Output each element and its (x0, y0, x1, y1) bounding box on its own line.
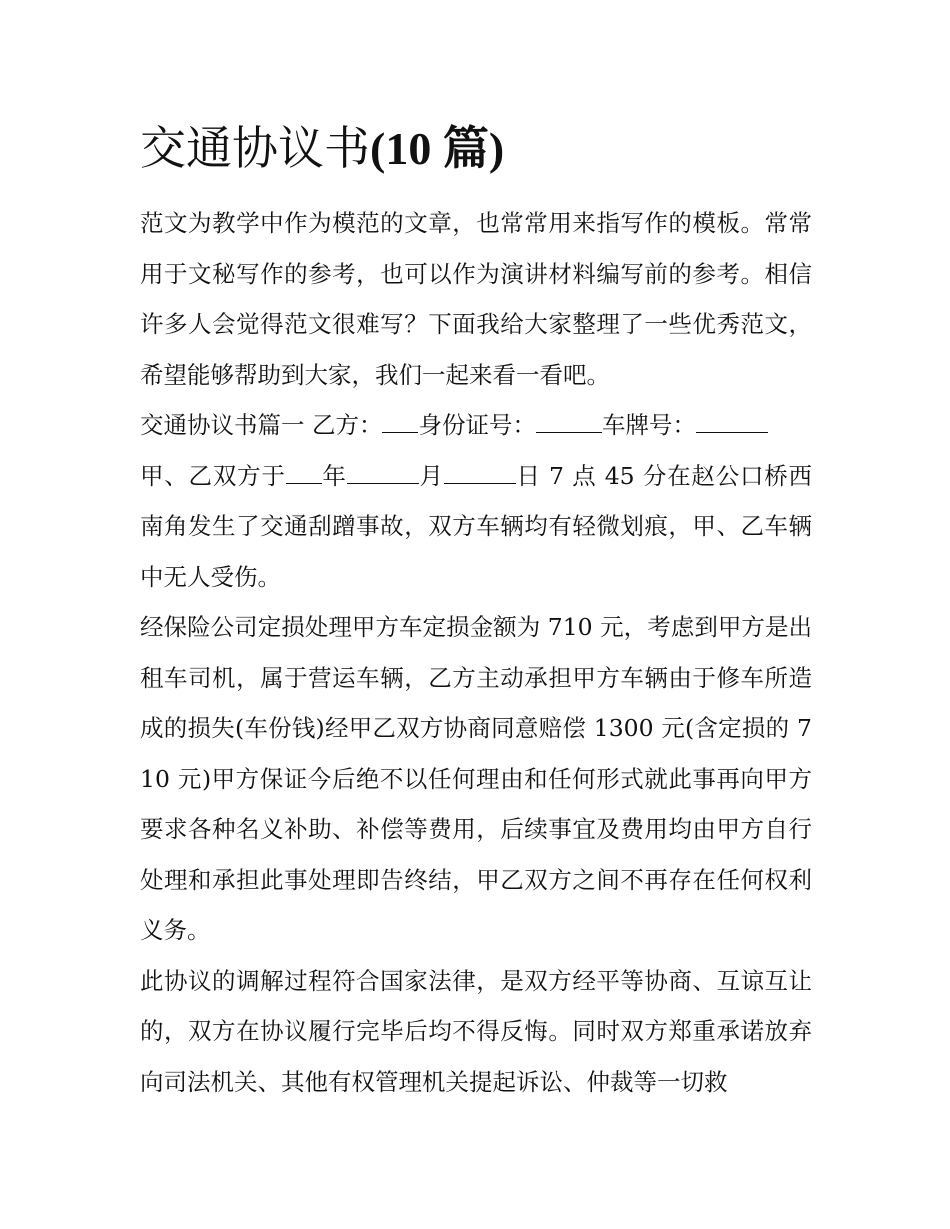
plate-blank (696, 410, 768, 433)
title-count: (10 篇) (370, 123, 505, 174)
compensation-paragraph: 经保险公司定损处理甲方车定损金额为 710 元，考虑到甲方是出租车司机，属于营运车辆，乙方主动承担甲方车辆由于修车所造成的损失(车份钱)经甲乙双方协商同意赔偿 1300 元(含定损的 710 元)甲方保证今后绝不以任何理由和任何形式就此事再向甲方要求各种名义补助、补偿等费用，后续事宜及费用均由甲方自行处理和承担此事处理即告终结，甲乙双方之间不再存在任何权利义务。 (140, 613, 812, 944)
document-body (140, 198, 812, 1107)
accident-intro: 甲、乙双方于 (140, 461, 286, 490)
intro-paragraph: 范文为教学中作为模范的文章，也常常用来指写作的模板。常常用于文秘写作的参考，也可以作为演讲材料编写前的参考。相信许多人会觉得范文很难写？下面我给大家整理了一些优秀范文，希望能够帮助到大家，我们一起来看一看吧。 (140, 209, 812, 389)
accident-paragraph (140, 451, 812, 603)
party-b-blank (382, 410, 418, 433)
title-main: 交通协议书 (140, 121, 370, 175)
agreement-heading: 交通协议书篇一 (140, 411, 305, 439)
agreement-header-line (140, 400, 812, 451)
month-label: 月 (418, 461, 444, 490)
party-b-label: 乙方： (311, 411, 383, 439)
id-label: 身份证号： (418, 411, 536, 439)
day-blank (444, 461, 516, 484)
year-blank (286, 461, 322, 484)
legal-paragraph: 此协议的调解过程符合国家法律，是双方经平等协商、互谅互让的，双方在协议履行完毕后均不得反悔。同时双方郑重承诺放弃向司法机关、其他有权管理机关提起诉讼、仲裁等一切救 (140, 966, 812, 1096)
document-title (140, 118, 504, 179)
accident-detail: 日 7 点 45 分在赵公口桥西南角发生了交通刮蹭事故，双方车辆均有轻微划痕，甲、乙车辆中无人受伤。 (140, 461, 813, 591)
plate-label: 车牌号： (601, 411, 696, 439)
month-blank (347, 461, 419, 484)
id-blank (536, 410, 602, 433)
year-label: 年 (321, 461, 347, 490)
